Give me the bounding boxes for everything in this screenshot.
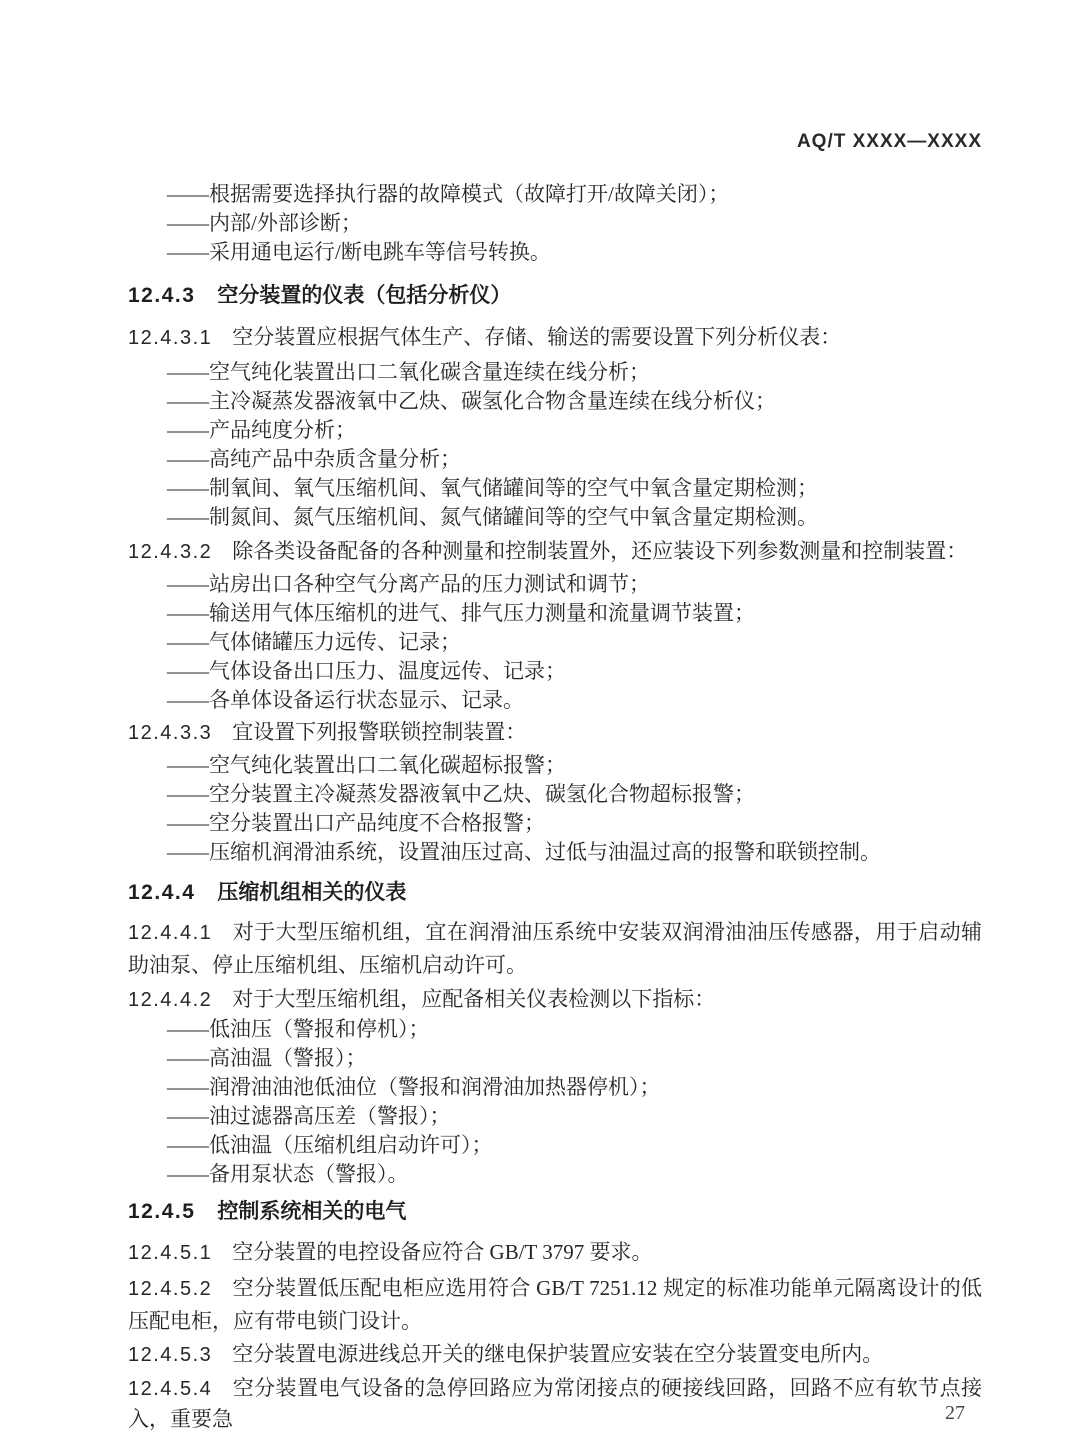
clause-number: 12.4.3.1 bbox=[128, 327, 213, 349]
list-item: ——各单体设备运行状态显示、记录。 bbox=[167, 688, 524, 712]
doc-header bbox=[128, 130, 982, 154]
list-item: ——主冷凝蒸发器液氧中乙炔、碳氢化合物含量连续在线分析仪； bbox=[167, 389, 776, 413]
clause-text: 空分装置的电控设备应符合 GB/T 3797 要求。 bbox=[232, 1240, 653, 1264]
section-number: 12.4.3 bbox=[128, 284, 196, 307]
list-item: ——输送用气体压缩机的进气、排气压力测量和流量调节装置； bbox=[167, 601, 755, 625]
list-item: ——油过滤器高压差（警报）； bbox=[167, 1104, 451, 1128]
section-title: 控制系统相关的电气 bbox=[217, 1200, 407, 1223]
section-title: 压缩机组相关的仪表 bbox=[217, 881, 407, 904]
list-item: ——低油温（压缩机组启动许可）； bbox=[167, 1133, 493, 1157]
section-heading bbox=[128, 1197, 982, 1227]
list-item: ——站房出口各种空气分离产品的压力测试和调节； bbox=[167, 572, 650, 596]
clause-text: 宜设置下列报警联锁控制装置： bbox=[232, 720, 527, 744]
list-item: ——空分装置主冷凝蒸发器液氧中乙炔、碳氢化合物超标报警； bbox=[167, 782, 755, 806]
clause bbox=[128, 322, 982, 353]
list-item: ——空气纯化装置出口二氧化碳超标报警； bbox=[167, 753, 566, 777]
clause-text: 空分装置电气设备的急停回路应为常闭接点的硬接线回路，回路不应有软节点接入，重要急 bbox=[128, 1376, 982, 1431]
clause bbox=[128, 984, 982, 1015]
list-item: ——压缩机润滑油系统，设置油压过高、过低与油温过高的报警和联锁控制。 bbox=[167, 840, 881, 864]
list-item: ——低油压（警报和停机）； bbox=[167, 1017, 430, 1041]
clause-text: 空分装置电源进线总开关的继电保护装置应安装在空分装置变电所内。 bbox=[232, 1342, 884, 1366]
clause bbox=[128, 1272, 982, 1337]
clause bbox=[128, 1237, 982, 1268]
clause-number: 12.4.3.2 bbox=[128, 541, 213, 563]
clause-number: 12.4.4.2 bbox=[128, 989, 213, 1011]
clause-number: 12.4.5.4 bbox=[128, 1378, 213, 1400]
section-heading bbox=[128, 878, 982, 908]
dash-list bbox=[128, 751, 982, 867]
section-title: 空分装置的仪表（包括分析仪） bbox=[217, 284, 512, 307]
clause-number: 12.4.5.2 bbox=[128, 1278, 213, 1300]
clause-number: 12.4.5.3 bbox=[128, 1344, 213, 1366]
clause-number: 12.4.4.1 bbox=[128, 922, 213, 944]
clause bbox=[128, 916, 982, 981]
clause-text: 除各类设备配备的各种测量和控制装置外，还应装设下列参数测量和控制装置： bbox=[232, 539, 968, 563]
list-item: ——气体储罐压力远传、记录； bbox=[167, 630, 461, 654]
clause bbox=[128, 1373, 982, 1434]
section-number: 12.4.5 bbox=[128, 1200, 196, 1223]
clause bbox=[128, 1339, 982, 1370]
section-heading bbox=[128, 281, 982, 311]
list-item: ——产品纯度分析； bbox=[167, 418, 356, 442]
clause bbox=[128, 536, 982, 567]
clause-text: 空分装置应根据气体生产、存储、输送的需要设置下列分析仪表： bbox=[232, 325, 842, 349]
clause bbox=[128, 717, 982, 748]
clause-text: 对于大型压缩机组，宜在润滑油压系统中安装双润滑油油压传感器，用于启动辅助油泵、停止压缩机组、压缩机启动许可。 bbox=[128, 920, 982, 977]
list-item: ——制氮间、氮气压缩机间、氮气储罐间等的空气中氧含量定期检测。 bbox=[167, 505, 818, 529]
list-item: ——制氧间、氧气压缩机间、氧气储罐间等的空气中氧含量定期检测； bbox=[167, 476, 818, 500]
section-number: 12.4.4 bbox=[128, 881, 196, 904]
list-item: ——内部/外部诊断； bbox=[167, 211, 362, 235]
list-item: ——采用通电运行/断电跳车等信号转换。 bbox=[167, 240, 551, 264]
clause-number: 12.4.3.3 bbox=[128, 722, 213, 744]
clause-text: 对于大型压缩机组，应配备相关仪表检测以下指标： bbox=[232, 987, 716, 1011]
list-item: ——空分装置出口产品纯度不合格报警； bbox=[167, 811, 545, 835]
list-item: ——空气纯化装置出口二氧化碳含量连续在线分析； bbox=[167, 360, 650, 384]
doc-code: AQ/T XXXX—XXXX bbox=[796, 131, 982, 152]
dash-list bbox=[128, 570, 982, 715]
list-item: ——气体设备出口压力、温度远传、记录； bbox=[167, 659, 566, 683]
dash-list bbox=[128, 1015, 982, 1189]
list-item: ——根据需要选择执行器的故障模式（故障打开/故障关闭）； bbox=[167, 182, 730, 206]
dash-list bbox=[128, 180, 982, 267]
dash-list bbox=[128, 358, 982, 532]
list-item: ——高油温（警报）； bbox=[167, 1046, 367, 1070]
list-item: ——备用泵状态（警报）。 bbox=[167, 1162, 409, 1186]
list-item: ——润滑油油池低油位（警报和润滑油加热器停机）； bbox=[167, 1075, 661, 1099]
page-number: 27 bbox=[945, 1402, 965, 1424]
clause-text: 空分装置低压配电柜应选用符合 GB/T 7251.12 规定的标准功能单元隔离设计的低压配电柜，应有带电锁门设计。 bbox=[128, 1276, 982, 1333]
clause-number: 12.4.5.1 bbox=[128, 1242, 213, 1264]
list-item: ——高纯产品中杂质含量分析； bbox=[167, 447, 461, 471]
